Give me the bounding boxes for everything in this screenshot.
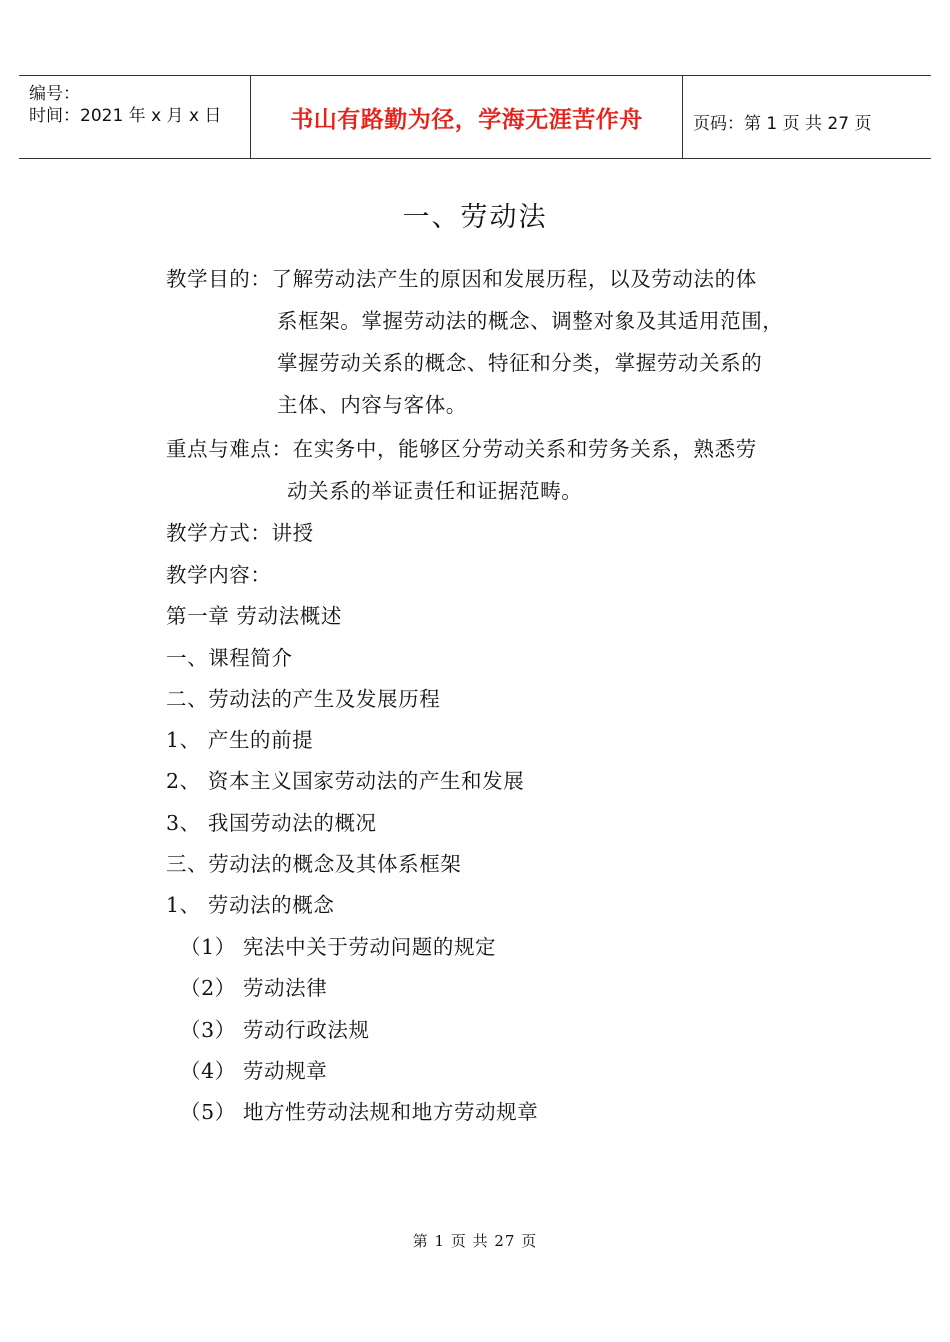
number-label: 编号： [29, 84, 80, 104]
sub-item: （1） 宪法中关于劳动问题的规定 [180, 935, 497, 959]
objective-line: 掌握劳动关系的概念、特征和分类，掌握劳动关系的 [277, 351, 763, 375]
outline-item: 1、 劳动法的概念 [166, 893, 335, 917]
outline-item: 二、劳动法的产生及发展历程 [166, 687, 441, 711]
sub-item: （5） 地方性劳动法规和地方劳动规章 [180, 1100, 539, 1124]
objective-line: 主体、内容与客体。 [277, 393, 467, 417]
objective-line: 系框架。掌握劳动法的概念、调整对象及其适用范围， [277, 309, 784, 333]
sub-item: （4） 劳动规章 [180, 1059, 328, 1083]
header-page-info: 页码：第 1 页 共 27 页 [693, 114, 872, 134]
document-header [19, 75, 931, 159]
header-motto: 书山有路勤为径，学海无涯苦作舟 [290, 106, 643, 133]
teaching-method: 教学方式：讲授 [166, 521, 314, 545]
outline-item: 1、 产生的前提 [166, 728, 314, 752]
keypoints-line: 重点与难点：在实务中，能够区分劳动关系和劳务关系，熟悉劳 [166, 437, 757, 461]
sub-item: （3） 劳动行政法规 [180, 1018, 370, 1042]
content-label: 教学内容： [166, 563, 272, 587]
outline-item: 第一章 劳动法概述 [166, 604, 342, 628]
page-title: 一、劳动法 [402, 202, 548, 233]
keypoints-line: 动关系的举证责任和证据范畴。 [287, 479, 583, 503]
outline-item: 3、 我国劳动法的概况 [166, 811, 377, 835]
time-label: 时间：2021 年 x 月 x 日 [29, 106, 222, 126]
outline-item: 一、课程简介 [166, 646, 293, 670]
objective-line: 教学目的：了解劳动法产生的原因和发展历程，以及劳动法的体 [166, 267, 757, 291]
header-divider [682, 76, 683, 158]
sub-item: （2） 劳动法律 [180, 976, 328, 1000]
header-meta [29, 83, 221, 127]
outline-item: 2、 资本主义国家劳动法的产生和发展 [166, 769, 525, 793]
page-footer: 第 1 页 共 27 页 [412, 1232, 538, 1250]
outline-item: 三、劳动法的概念及其体系框架 [166, 852, 462, 876]
